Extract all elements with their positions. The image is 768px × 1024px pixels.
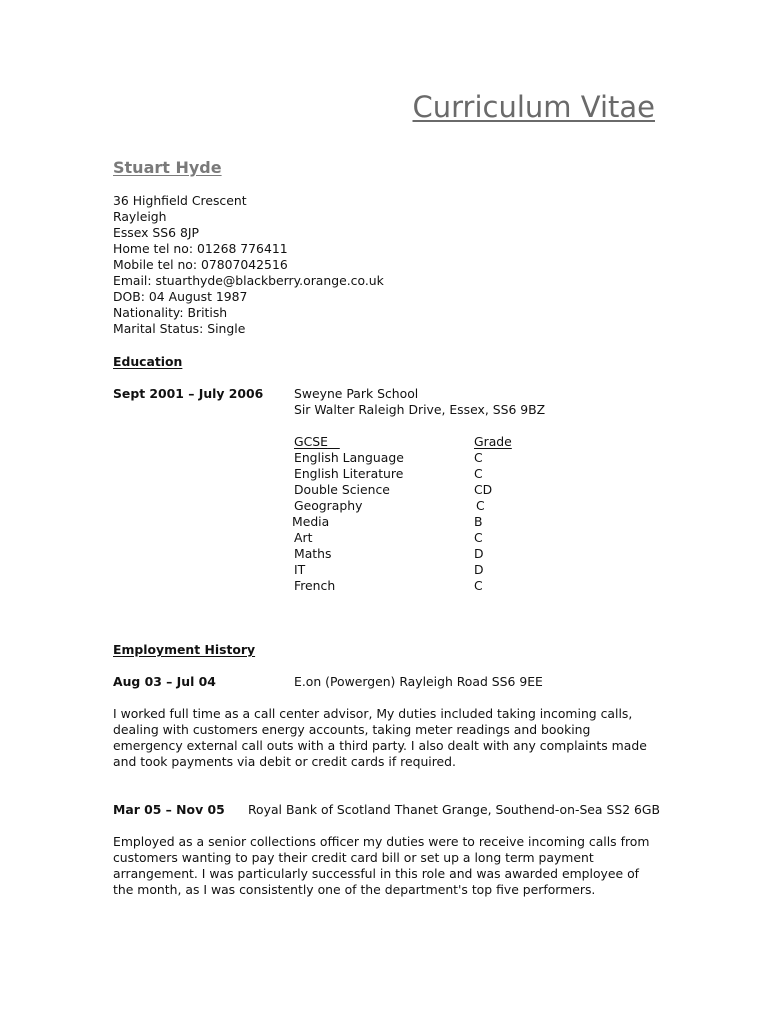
subject-name: English Literature <box>294 466 404 481</box>
job-description: Employed as a senior collections officer my duties were to receive incoming calls from customers wanting to pay their credit card bill or set up a long term payment arrangement. I was particularly successful in this role and was awarded employee of the month, as I was consistently one of the department's top five performers. <box>113 834 650 897</box>
grade-header: Grade <box>474 434 512 449</box>
gcse-header-text: GCSE <box>294 434 328 449</box>
subject-grade: B <box>474 514 483 529</box>
subject-grade: C <box>474 466 483 481</box>
mobile-phone: Mobile tel no: 07807042516 <box>113 257 288 272</box>
education-heading: Education <box>113 354 183 369</box>
subject-grade: C <box>476 498 485 513</box>
gcse-header <box>294 434 340 450</box>
subject-grade: C <box>474 450 483 465</box>
date-of-birth: DOB: 04 August 1987 <box>113 289 248 304</box>
subject-grade: D <box>474 546 484 561</box>
subject-name: Maths <box>294 546 332 561</box>
address-line-2: Rayleigh <box>113 209 167 224</box>
address-line-1: 36 Highfield Crescent <box>113 193 247 208</box>
subject-grade: D <box>474 562 484 577</box>
nationality: Nationality: British <box>113 305 228 320</box>
school-name: Sweyne Park School <box>294 386 419 401</box>
subject-grade: C <box>474 578 483 593</box>
job-dates: Mar 05 – Nov 05 <box>113 802 225 817</box>
education-dates: Sept 2001 – July 2006 <box>113 386 264 401</box>
contact-details <box>113 193 384 337</box>
job-employer: E.on (Powergen) Rayleigh Road SS6 9EE <box>294 674 543 689</box>
job-description: I worked full time as a call center advisor, My duties included taking incoming calls, dealing with customers energy accounts, taking meter readings and booking emergency external call outs with a third party. I also dealt with any complaints made and took payments via debit or credit cards if required. <box>113 706 647 769</box>
subject-grade: CD <box>474 482 493 497</box>
document-title: Curriculum Vitae <box>412 90 655 124</box>
subject-name: Geography <box>294 498 363 513</box>
subject-grade: C <box>474 530 483 545</box>
home-phone: Home tel no: 01268 776411 <box>113 241 288 256</box>
subject-name: IT <box>294 562 306 577</box>
employment-heading: Employment History <box>113 642 256 657</box>
subject-name: English Language <box>294 450 404 465</box>
job-employer: Royal Bank of Scotland Thanet Grange, Southend-on-Sea SS2 6GB <box>248 802 661 817</box>
subject-name: Double Science <box>294 482 390 497</box>
subject-name: French <box>294 578 336 593</box>
marital-status: Marital Status: Single <box>113 321 246 336</box>
job-dates: Aug 03 – Jul 04 <box>113 674 216 689</box>
email: Email: stuarthyde@blackberry.orange.co.uk <box>113 273 384 288</box>
address-line-3: Essex SS6 8JP <box>113 225 199 240</box>
subject-name: Art <box>294 530 313 545</box>
subject-name: Media <box>292 514 330 529</box>
school-address: Sir Walter Raleigh Drive, Essex, SS6 9BZ <box>294 402 546 417</box>
candidate-name: Stuart Hyde <box>113 158 222 177</box>
